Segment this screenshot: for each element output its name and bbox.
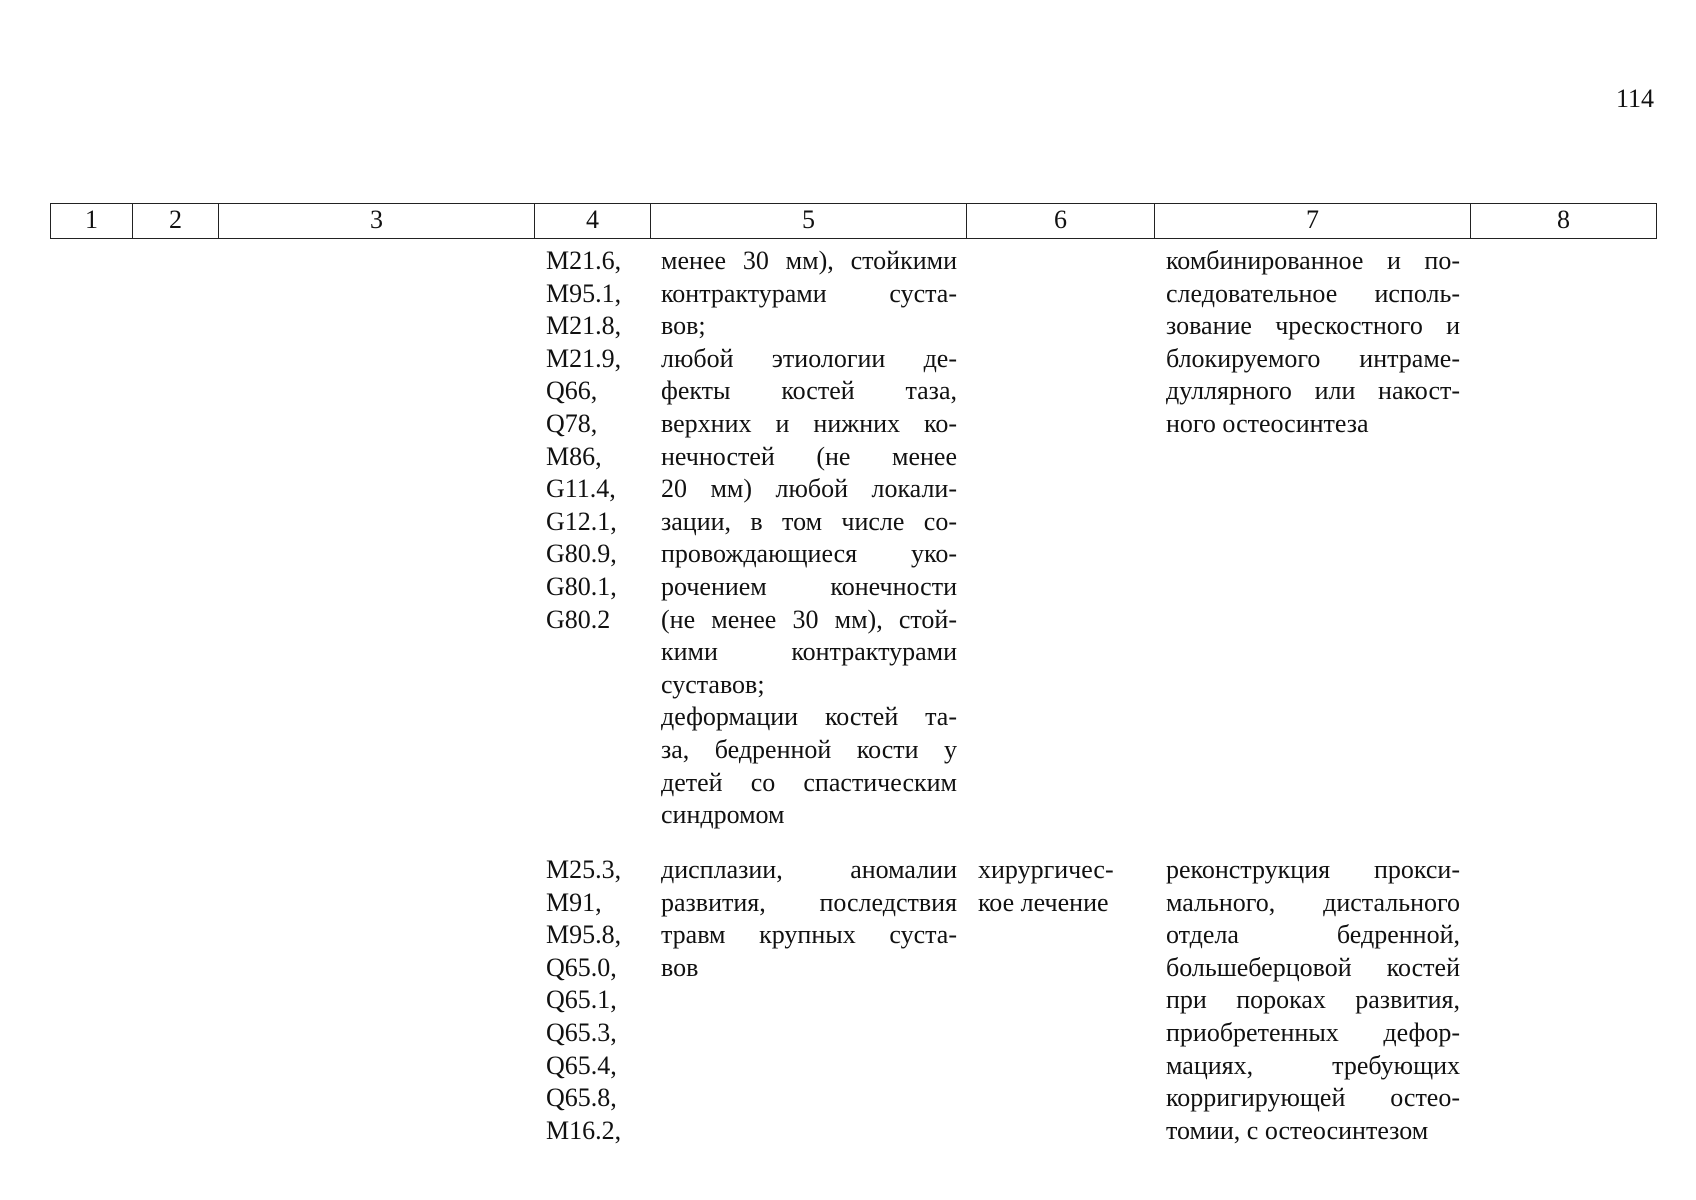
text-line: G11.4, xyxy=(546,474,616,504)
header-col-5: 5 xyxy=(651,204,967,239)
row1-treatment-method xyxy=(1166,245,1460,441)
header-col-8: 8 xyxy=(1471,204,1657,239)
text-line: при пороках развития, xyxy=(1166,985,1460,1015)
column-number-header xyxy=(50,203,1657,239)
text-line: развития, последствия xyxy=(661,887,957,917)
text-line: Q65.0, xyxy=(546,952,617,982)
text-line: ного остеосинтеза xyxy=(1166,408,1369,438)
text-line: отдела бедренной, xyxy=(1166,920,1460,950)
text-line: (не менее 30 мм), стой- xyxy=(661,604,957,634)
header-col-1: 1 xyxy=(51,204,133,239)
text-line: дуллярного или накост- xyxy=(1166,376,1460,406)
text-line: суставов; xyxy=(661,669,765,699)
text-line: верхних и нижних ко- xyxy=(661,408,957,438)
text-line: M25.3, xyxy=(546,855,622,884)
text-line: зации, в том числе со- xyxy=(661,506,957,536)
text-line: кими контрактурами xyxy=(661,637,957,667)
text-line: кое лечение xyxy=(978,887,1109,917)
text-line: менее 30 мм), стойкими xyxy=(661,246,957,275)
text-line: провождающиеся уко- xyxy=(661,539,957,569)
text-line: фекты костей таза, xyxy=(661,376,957,406)
text-line: зование чрескостного и xyxy=(1166,311,1460,341)
text-line: томии, с остеосинтезом xyxy=(1166,1115,1429,1145)
text-line: 20 мм) любой локали- xyxy=(661,474,957,504)
text-line: блокируемого интраме- xyxy=(1166,343,1460,373)
text-line: G80.1, xyxy=(546,571,617,601)
row2-treatment-type xyxy=(978,854,1138,919)
text-line: M21.8, xyxy=(546,311,622,341)
text-line: вов xyxy=(661,952,699,982)
text-line: M21.9, xyxy=(546,343,622,373)
text-line: Q65.8, xyxy=(546,1083,617,1113)
text-line: M91, xyxy=(546,887,602,917)
text-line: M21.6, xyxy=(546,246,622,275)
text-line: приобретенных дефор- xyxy=(1166,1017,1460,1047)
text-line: детей со спастическим xyxy=(661,767,957,797)
row1-disease-description xyxy=(661,245,957,832)
text-line: Q65.3, xyxy=(546,1017,617,1047)
text-line: за, бедренной кости у xyxy=(661,734,957,764)
header-col-2: 2 xyxy=(133,204,219,239)
text-line: травм крупных суста- xyxy=(661,920,957,950)
row2-treatment-method xyxy=(1166,854,1460,1147)
header-col-3: 3 xyxy=(219,204,535,239)
text-line: Q65.1, xyxy=(546,985,617,1015)
text-line: G80.2 xyxy=(546,604,611,634)
text-line: Q66, xyxy=(546,376,598,406)
text-line: контрактурами суста- xyxy=(661,278,957,308)
text-line: хирургичес- xyxy=(978,855,1114,884)
header-col-6: 6 xyxy=(967,204,1155,239)
text-line: M95.8, xyxy=(546,920,622,950)
text-line: реконструкция прокси- xyxy=(1166,855,1460,884)
text-line: нечностей (не менее xyxy=(661,441,957,471)
row2-disease-description xyxy=(661,854,957,984)
text-line: большеберцовой костей xyxy=(1166,952,1460,982)
text-line: M86, xyxy=(546,441,602,471)
text-line: M95.1, xyxy=(546,278,622,308)
text-line: мального, дистального xyxy=(1166,887,1460,917)
text-line: Q65.4, xyxy=(546,1050,617,1080)
text-line: мациях, требующих xyxy=(1166,1050,1460,1080)
text-line: корригирующей остео- xyxy=(1166,1083,1460,1113)
row1-diagnosis-codes xyxy=(546,245,636,636)
text-line: синдромом xyxy=(661,800,785,830)
text-line: M16.2, xyxy=(546,1115,622,1145)
header-col-4: 4 xyxy=(535,204,651,239)
text-line: комбинированное и по- xyxy=(1166,246,1460,275)
text-line: G12.1, xyxy=(546,506,617,536)
text-line: следовательное исполь- xyxy=(1166,278,1460,308)
row2-diagnosis-codes xyxy=(546,854,636,1147)
text-line: рочением конечности xyxy=(661,571,957,601)
text-line: дисплазии, аномалии xyxy=(661,855,957,884)
text-line: G80.9, xyxy=(546,539,617,569)
text-line: деформации костей та- xyxy=(661,702,957,732)
header-col-7: 7 xyxy=(1155,204,1471,239)
page-number: 114 xyxy=(1615,84,1654,113)
text-line: вов; xyxy=(661,311,706,341)
text-line: Q78, xyxy=(546,408,598,438)
text-line: любой этиологии де- xyxy=(661,343,957,373)
